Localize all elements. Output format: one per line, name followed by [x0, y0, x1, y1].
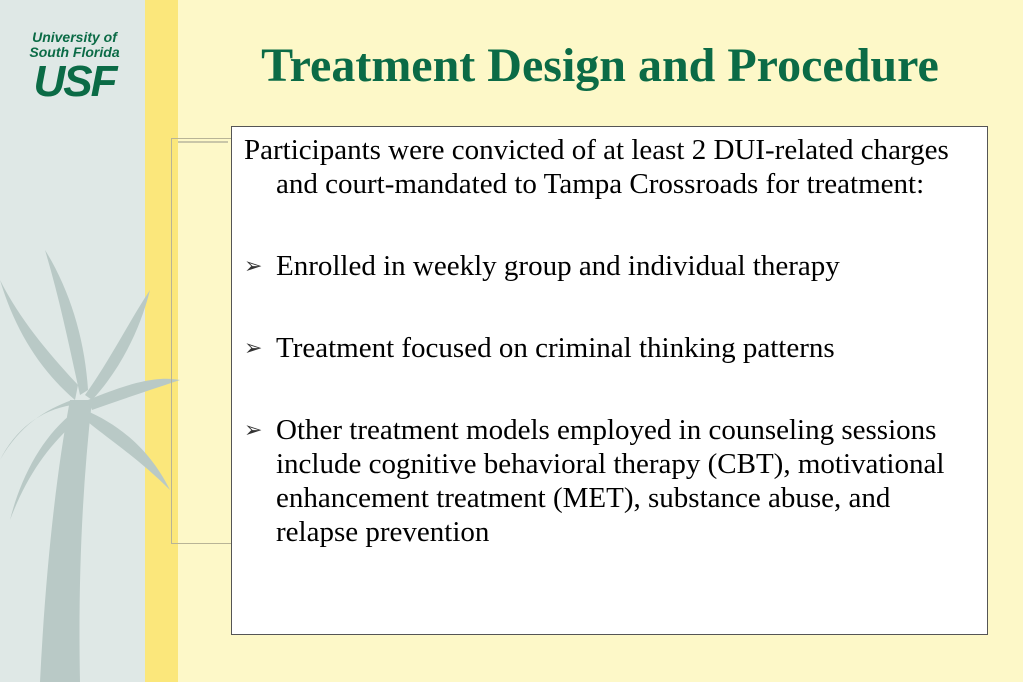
list-item — [244, 249, 977, 283]
list-item — [244, 413, 977, 549]
content-box — [231, 126, 988, 635]
bullet-list — [244, 249, 977, 549]
slide-title: Treatment Design and Procedure — [261, 39, 939, 92]
logo-line-1: University of — [32, 29, 117, 45]
intro-paragraph: Participants were convicted of at least 2 DUI-related charges and court-mandated to Tampa Crossroads for treatment: — [244, 134, 949, 200]
list-item — [244, 331, 977, 365]
usf-logo — [12, 30, 137, 104]
logo-line-2: South Florida — [29, 44, 120, 60]
arrow-bullet-icon: ➢ — [244, 254, 263, 279]
bullet-text: Other treatment models employed in counseling sessions include cognitive behavioral therapy (CBT), motivational enhancement treatment (MET), substance abuse, and relapse prevention — [276, 414, 945, 548]
bullet-text: Enrolled in weekly group and individual therapy — [276, 250, 840, 282]
palm-tree-icon — [0, 250, 180, 682]
logo-abbreviation: USF — [33, 57, 116, 106]
faint-caption — [178, 141, 228, 143]
arrow-bullet-icon: ➢ — [244, 336, 263, 361]
bullet-text: Treatment focused on criminal thinking patterns — [276, 332, 835, 364]
arrow-bullet-icon: ➢ — [244, 418, 263, 443]
background-frame — [171, 138, 234, 544]
